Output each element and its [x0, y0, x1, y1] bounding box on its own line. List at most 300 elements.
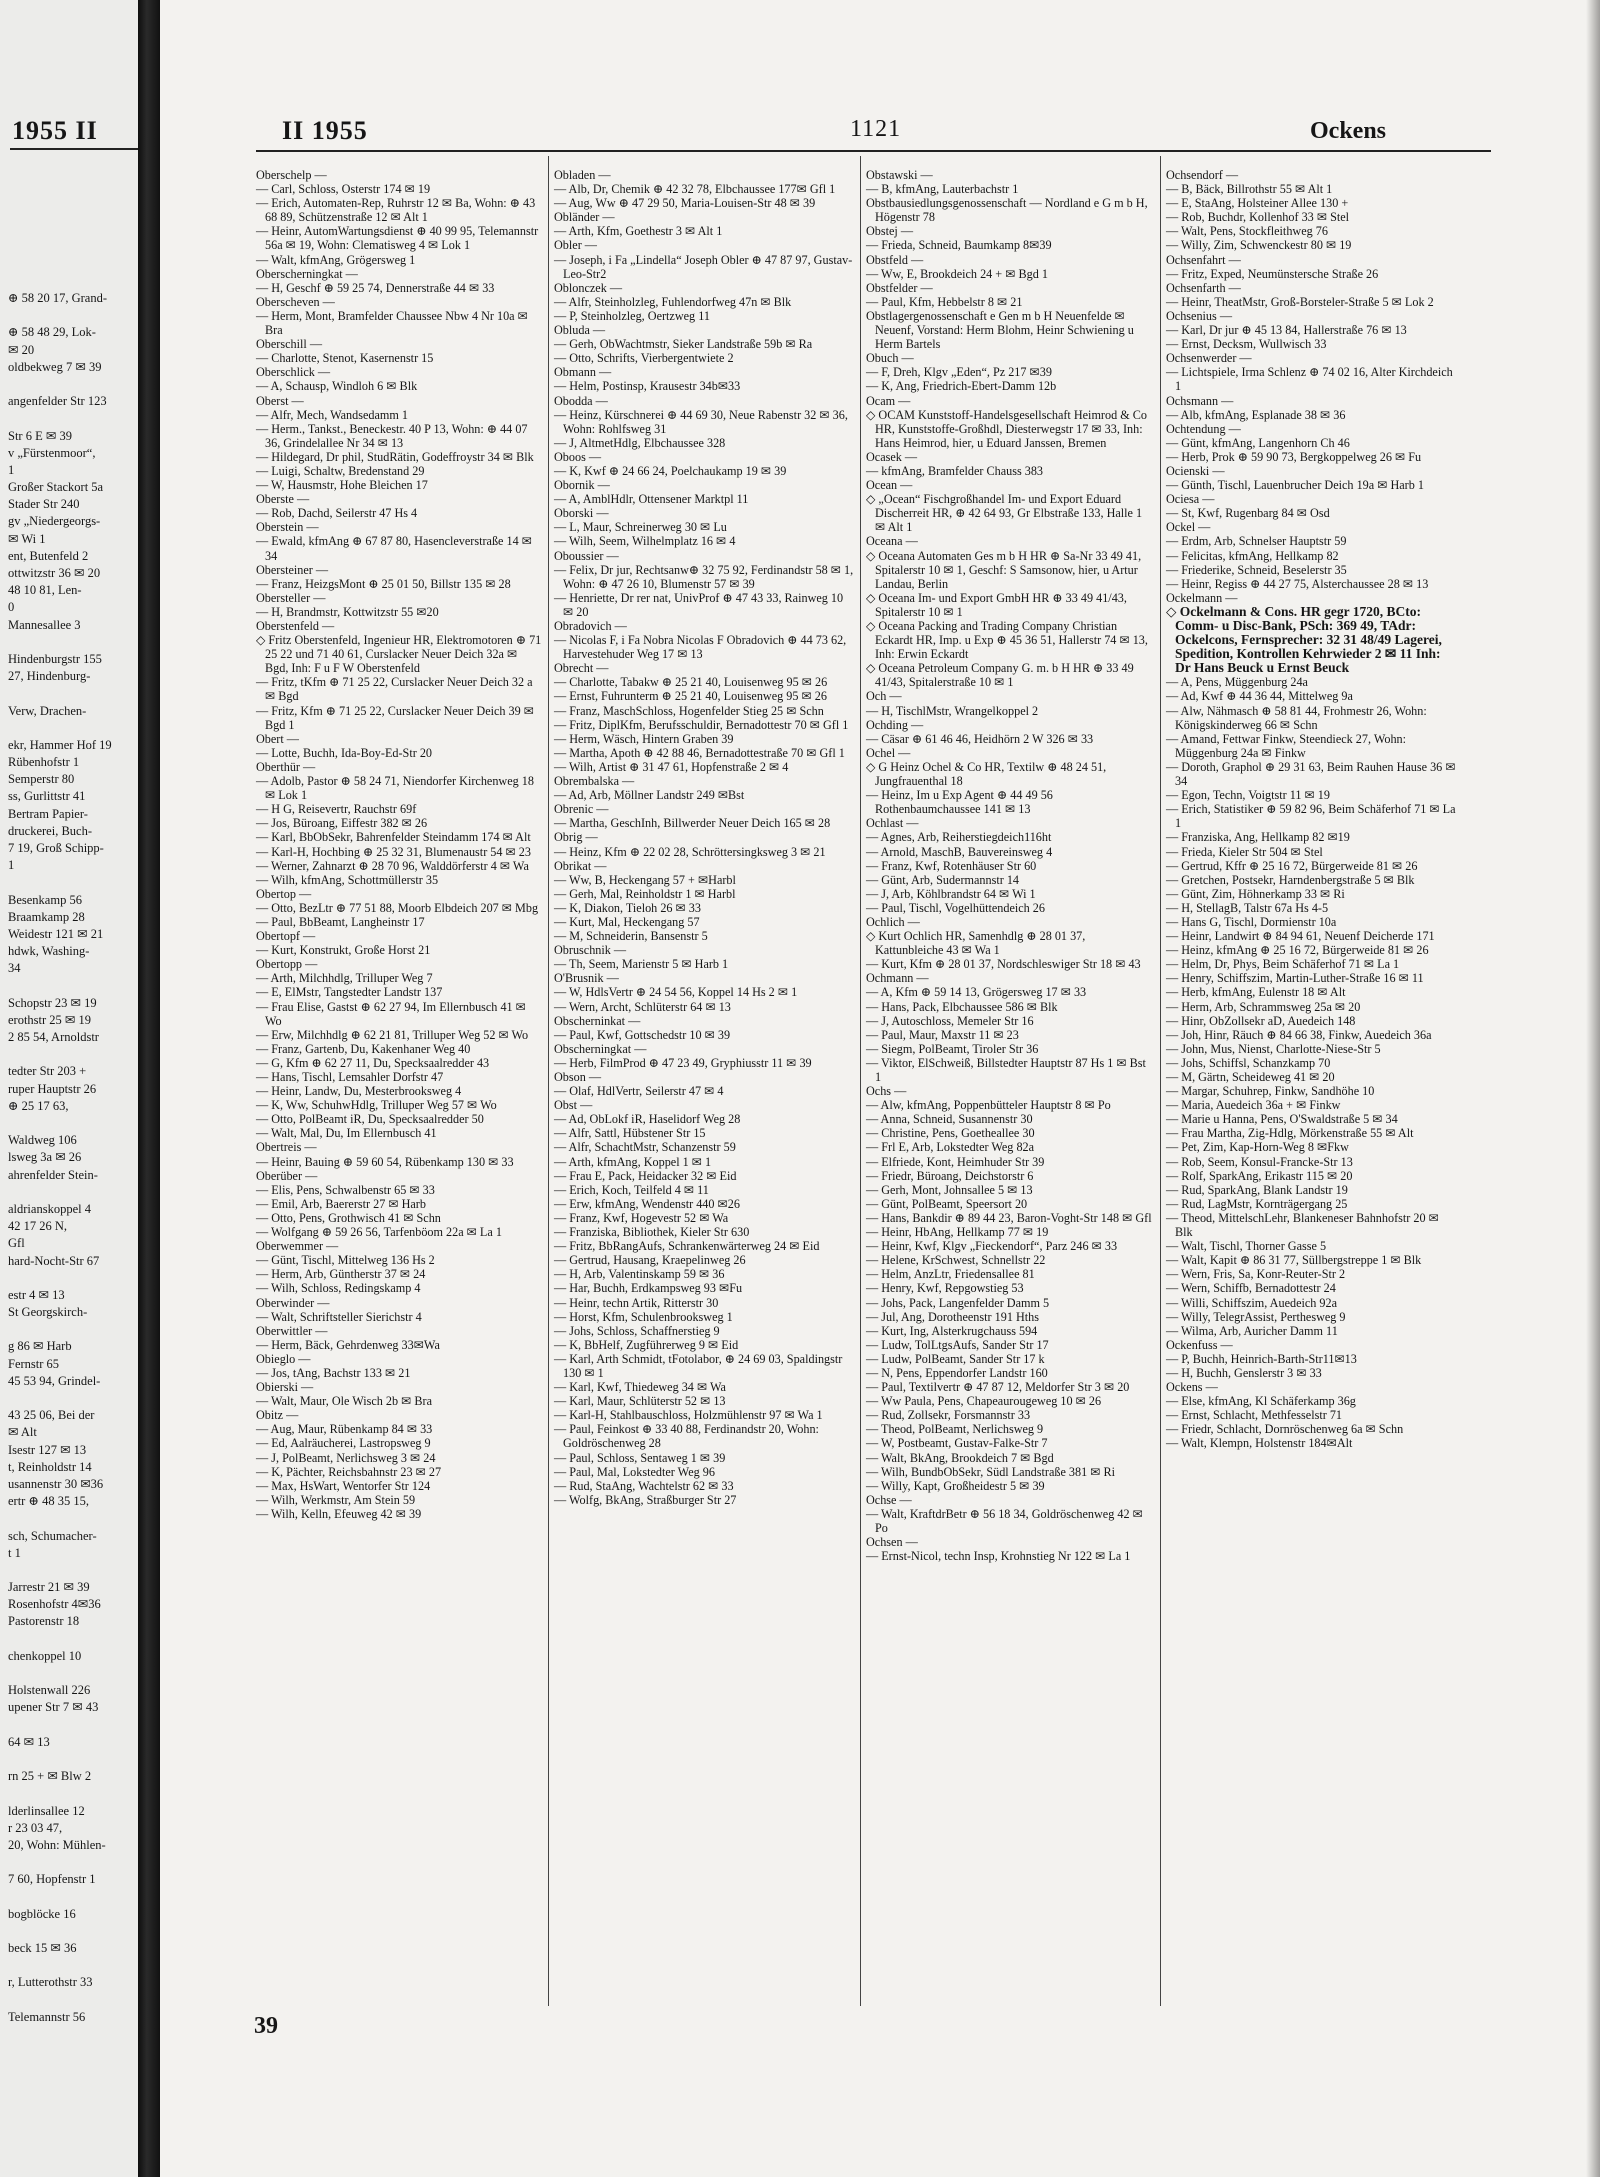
directory-entry: Obluda —: [554, 323, 606, 338]
directory-entry: — Herm., Tankst., Beneckestr. 40 P 13, Wohn: ⊕ 44 07 36, Grindelallee Nr 34 ✉ 13: [256, 421, 528, 450]
directory-entry: — Wilma, Arb, Auricher Damm 11: [1166, 1323, 1338, 1338]
directory-entry: — K, BbHelf, Zugführerweg 9 ✉ Eid: [554, 1337, 739, 1352]
directory-entry: — Paul, Kfm, Hebbelstr 8 ✉ 21: [866, 294, 1023, 309]
left-page-line: [8, 1321, 138, 1338]
left-page-line: r, Lutterothstr 33: [8, 1975, 93, 1990]
left-page-text: [8, 290, 138, 2026]
directory-entry: — Willy, Zim, Schwenckestr 80 ✉ 19: [1166, 238, 1352, 253]
directory-entry: ◇ G Heinz Ochel & Co HR, Textilw ⊕ 48 24 51, Jungfrauenthal 18: [866, 759, 1107, 789]
directory-entry: — Wilh, kfmAng, Schottmüllerstr 35: [256, 872, 439, 887]
directory-entry: — Henry, Schiffszim, Martin-Luther-Straße 16 ✉ 11: [1166, 971, 1424, 986]
directory-entry: Obstbausiedlungsgenossenschaft — Nordland e G m b H, Högenstr 78: [866, 196, 1148, 225]
left-page-line: r 23 03 47,: [8, 1820, 63, 1835]
header-rule: [256, 150, 1491, 152]
directory-entry: Obmann —: [554, 365, 612, 380]
left-page-line: rn 25 + ✉ Blw 2: [8, 1769, 92, 1784]
left-page-line: [8, 410, 138, 427]
directory-entry: — Alfr, Sattl, Hübstener Str 15: [554, 1126, 706, 1141]
left-page-line: 64 ✉ 13: [8, 1734, 50, 1749]
left-page-line: ertr ⊕ 48 35 15,: [8, 1494, 89, 1509]
directory-entry: — Herb, FilmProd ⊕ 47 23 49, Gryphiusstr 11 ✉ 39: [554, 1055, 812, 1070]
directory-entry: Obersteller —: [256, 590, 326, 605]
left-page-line: Telemannstr 56: [8, 2009, 86, 2024]
directory-entry: — Gretchen, Postsekr, Harndenbergstraße 5 ✉ Blk: [1166, 872, 1415, 887]
left-page-line: [8, 685, 138, 702]
directory-entry: Ociesa —: [1166, 492, 1215, 507]
directory-entry: — Paul, Kwf, Gottschedstr 10 ✉ 39: [554, 1027, 731, 1042]
column-rule: [860, 156, 861, 2006]
directory-entry: — Rob, Buchdr, Kollenhof 33 ✉ Stel: [1166, 210, 1350, 225]
directory-entry: — Wilh, Kelln, Efeuweg 42 ✉ 39: [256, 1506, 422, 1521]
directory-entry: Obladen —: [554, 168, 611, 182]
directory-entry: — Aug, Maur, Rübenkamp 84 ✉ 33: [256, 1422, 433, 1437]
left-page-line: ✉ Alt: [8, 1425, 37, 1440]
directory-entry: — Arth, kfmAng, Koppel 1 ✉ 1: [554, 1154, 712, 1169]
directory-entry: — Wolfgang ⊕ 59 26 56, Tarfenböom 22a ✉ La 1: [256, 1225, 502, 1240]
left-page-line: 42 17 26 N,: [8, 1219, 68, 1234]
directory-entry: — Karl-H, Stahlbauschloss, Holzmühlenstr 97 ✉ Wa 1: [554, 1408, 823, 1423]
directory-entry: — Frl E, Arb, Lokstedter Weg 82a: [866, 1140, 1035, 1155]
directory-entry: — Fritz, Kfm ⊕ 71 25 22, Curslacker Neuer Deich 39 ✉ Bgd 1: [256, 703, 534, 732]
directory-entry: — Arth, Kfm, Goethestr 3 ✉ Alt 1: [554, 224, 723, 239]
directory-entry: — Hans, Bankdir ⊕ 89 44 23, Baron-Voght-Str 148 ✉ Gfl: [866, 1210, 1152, 1225]
directory-entry: — Helene, KrSchwest, Schnellstr 22: [866, 1253, 1046, 1268]
directory-entry: — Ww Paula, Pens, Chapeaurougeweg 10 ✉ 26: [866, 1394, 1102, 1409]
directory-entry: — Th, Seem, Marienstr 5 ✉ Harb 1: [554, 957, 729, 972]
directory-entry: Ochmann —: [866, 971, 929, 986]
directory-entry: — Herm, Wäsch, Hintern Graben 39: [554, 731, 734, 746]
left-page-line: ekr, Hammer Hof 19: [8, 737, 112, 752]
directory-entry: — Ww, B, Heckengang 57 + ✉Harbl: [554, 872, 736, 887]
directory-entry: — Joh, Hinr, Räuch ⊕ 84 66 38, Finkw, Auedeich 36a: [1166, 1027, 1432, 1042]
directory-entry: — Doroth, Graphol ⊕ 29 31 63, Beim Rauhen Hause 36 ✉ 34: [1166, 759, 1456, 789]
directory-entry: — K, Pächter, Reichsbahnstr 23 ✉ 27: [256, 1464, 442, 1479]
left-page-line: 7 19, Groß Schipp-: [8, 841, 104, 855]
directory-entry: Oblonczek —: [554, 280, 623, 295]
left-page-line: ⊕ 25 17 63,: [8, 1098, 69, 1113]
directory-entry: — Frieda, Schneid, Baumkamp 8✉39: [866, 238, 1052, 253]
left-page-line: g 86 ✉ Harb: [8, 1339, 72, 1354]
directory-entry: — Herm, Mont, Bramfelder Chaussee Nbw 4 Nr 10a ✉ Bra: [256, 308, 528, 338]
directory-entry: Oberthür —: [256, 759, 316, 774]
directory-entry: — Paul, Mal, Lokstedter Weg 96: [554, 1464, 715, 1479]
left-page-line: [8, 1957, 138, 1974]
directory-entry: ◇ Oceana Im- und Export GmbH HR ⊕ 33 49 41/43, Spitalerstr 10 ✉ 1: [866, 590, 1127, 619]
directory-entry: — Heinr, techn Artik, Ritterstr 30: [554, 1295, 719, 1310]
directory-entry: — Paul, Schloss, Sentaweg 1 ✉ 39: [554, 1450, 726, 1465]
directory-entry: — Franz, HeizgsMont ⊕ 25 01 50, Billstr 135 ✉ 28: [256, 576, 511, 591]
directory-entry: — Wern, Archt, Schlüterstr 64 ✉ 13: [554, 999, 731, 1014]
directory-entry: — M, Gärtn, Scheideweg 41 ✉ 20: [1166, 1070, 1335, 1084]
directory-entry: — W, Hausmstr, Hohe Bleichen 17: [256, 478, 428, 493]
directory-entry: — Friedr, Schlacht, Dornröschenweg 6a ✉ Schn: [1166, 1422, 1404, 1437]
directory-entry: Oceana —: [866, 534, 918, 549]
left-page-line: [8, 1562, 138, 1579]
directory-entry: — W, Postbeamt, Gustav-Falke-Str 7: [866, 1436, 1048, 1451]
left-page-line: Holstenwall 226: [8, 1683, 91, 1698]
left-page-line: Bertram Papier-: [8, 806, 88, 821]
directory-entry: — Willy, Kapt, Großheidestr 5 ✉ 39: [866, 1478, 1045, 1493]
directory-entry: Oberscherningkat —: [256, 266, 358, 281]
left-page-line: [8, 634, 138, 651]
directory-entry: — Henriette, Dr rer nat, UnivProf ⊕ 47 43 33, Rainweg 10 ✉ 20: [554, 590, 844, 619]
directory-entry: — H, Brandmstr, Kottwitzstr 55 ✉20: [256, 604, 439, 619]
directory-entry: — Alb, Dr, Chemik ⊕ 42 32 78, Elbchaussee 177✉ Gfl 1: [554, 182, 836, 197]
directory-entry: — F, Dreh, Klgv „Eden“, Pz 217 ✉39: [866, 365, 1052, 380]
directory-entry: Ochsendorf —: [1166, 168, 1239, 182]
directory-entry: Obodda —: [554, 393, 608, 408]
left-page-line: Jarrestr 21 ✉ 39: [8, 1580, 90, 1595]
directory-entry: — Anna, Schneid, Susannenstr 30: [866, 1112, 1033, 1127]
page-number: 1121: [850, 116, 902, 142]
directory-entry: — Lichtspiele, Irma Schlenz ⊕ 74 02 16, Alter Kirchdeich 1: [1166, 365, 1453, 394]
left-page-line: Stader Str 240: [8, 497, 80, 512]
directory-entry: — Fritz, BbRangAufs, Schrankenwärterweg 24 ✉ Eid: [554, 1239, 820, 1254]
directory-entry: — Kurt, Mal, Heckengang 57: [554, 914, 700, 929]
left-page-line: aldrianskoppel 4: [8, 1201, 91, 1216]
directory-entry: Obertopf —: [256, 929, 316, 944]
left-page-line: Hindenburgstr 155: [8, 651, 102, 666]
directory-entry: — Walt, Pens, Stockfleithweg 76: [1166, 224, 1328, 239]
directory-entry: — Hans G, Tischl, Dormienstr 10a: [1166, 914, 1337, 929]
directory-entry: Obrenic —: [554, 802, 609, 817]
directory-entry: — Frau Elise, Gastst ⊕ 62 27 94, Im Ellernbusch 41 ✉ Wo: [256, 999, 526, 1028]
directory-entry: — K, Diakon, Tieloh 26 ✉ 33: [554, 900, 701, 915]
directory-entry: — Franziska, Ang, Hellkamp 82 ✉19: [1166, 830, 1350, 845]
left-page-line: [8, 1270, 138, 1287]
directory-entry: Obrig —: [554, 830, 598, 845]
left-page-line: [8, 874, 138, 891]
directory-entry: — Alb, kfmAng, Esplanade 38 ✉ 36: [1166, 407, 1346, 422]
directory-entry: — Paul, Feinkost ⊕ 33 40 88, Ferdinandstr 20, Wohn: Goldröschenweg 28: [554, 1422, 819, 1451]
directory-entry: — Friederike, Schneid, Beselerstr 35: [1166, 562, 1347, 577]
page-header-year: II 1955: [282, 116, 368, 145]
left-page-line: ruper Hauptstr 26: [8, 1081, 97, 1096]
directory-entry: Oberüber —: [256, 1168, 318, 1183]
left-page-line: erothstr 25 ✉ 19: [8, 1012, 92, 1027]
directory-entry: — Wern, Schiffb, Bernadottestr 24: [1166, 1281, 1336, 1296]
left-page-line: Fernstr 65: [8, 1356, 60, 1371]
directory-entry: — Martha, GeschInh, Billwerder Neuer Deich 165 ✉ 28: [554, 816, 831, 831]
left-page-line: 0: [8, 600, 15, 615]
directory-entry: — Karl, Dr jur ⊕ 45 13 84, Hallerstraße 76 ✉ 13: [1166, 323, 1407, 338]
directory-entry: — Else, kfmAng, Kl Schäferkamp 36g: [1166, 1394, 1356, 1409]
directory-entry: — A, Schausp, Windloh 6 ✉ Blk: [256, 379, 418, 394]
directory-entry: — Har, Buchh, Erdkampsweg 93 ✉Fu: [554, 1281, 743, 1296]
directory-entry: Obierski —: [256, 1380, 314, 1395]
directory-entry: — Hinr, ObZollsekr aD, Auedeich 148: [1166, 1013, 1356, 1028]
directory-entry: — Walt, Mal, Du, Im Ellernbusch 41: [256, 1126, 437, 1141]
directory-entry: — Egon, Techn, Voigtstr 11 ✉ 19: [1166, 788, 1330, 803]
directory-entry: — Erich, Koch, Teilfeld 4 ✉ 11: [554, 1182, 709, 1197]
directory-entry: Obieglo —: [256, 1351, 311, 1366]
directory-entry: — Willi, Schiffszim, Auedeich 92a: [1166, 1295, 1338, 1310]
directory-entry: — Aug, Ww ⊕ 47 29 50, Maria-Louisen-Str 48 ✉ 39: [554, 196, 816, 211]
directory-entry: — J, Arb, Köhlbrandstr 64 ✉ Wi 1: [866, 886, 1036, 901]
left-page-line: bogblöcke 16: [8, 1906, 76, 1921]
directory-entry: Oberwinder —: [256, 1295, 330, 1310]
directory-entry: — E, ElMstr, Tangstedter Landstr 137: [256, 985, 443, 1000]
left-page-line: chenkoppel 10: [8, 1648, 82, 1663]
directory-entry: Oberstein —: [256, 520, 319, 535]
directory-entry: Obruschnik —: [554, 943, 627, 958]
directory-entry: — Franz, Gartenb, Du, Kakenhaner Weg 40: [256, 1041, 471, 1056]
directory-entry: — Rob, Dachd, Seilerstr 47 Hs 4: [256, 506, 418, 521]
directory-entry: — Walt, Kapit ⊕ 86 31 77, Süllbergstreppe 1 ✉ Blk: [1166, 1253, 1422, 1268]
directory-entry: — Helm, Dr, Phys, Beim Schäferhof 71 ✉ La 1: [1166, 957, 1400, 972]
directory-entry: Oboussier —: [554, 548, 619, 563]
directory-entry: — Paul, Tischl, Vogelhüttendeich 26: [866, 900, 1045, 915]
directory-entry: — Arnold, MaschB, Bauvereinsweg 4: [866, 844, 1053, 859]
left-page-line: ss, Gurlittstr 41: [8, 789, 86, 804]
left-page-line: ✉ Wi 1: [8, 531, 46, 546]
directory-entry: — Johs, Pack, Langenfelder Damm 5: [866, 1295, 1050, 1310]
directory-entry: — Wilh, Schloss, Redingskamp 4: [256, 1281, 421, 1296]
directory-entry: — H, Geschf ⊕ 59 25 74, Dennerstraße 44 ✉ 33: [256, 280, 495, 295]
directory-entry: Ocean —: [866, 478, 913, 493]
directory-entry: Obstawski —: [866, 168, 933, 182]
directory-entry: O'Brusnik —: [554, 971, 619, 986]
directory-entry: Ochsenius —: [1166, 308, 1233, 323]
directory-entry: — Theod, PolBeamt, Nerlichsweg 9: [866, 1422, 1044, 1437]
directory-entry: — G, Kfm ⊕ 62 27 11, Du, Specksaalredder 43: [256, 1055, 490, 1070]
left-page-line: 48 10 81, Len-: [8, 583, 82, 598]
left-page-line: upener Str 7 ✉ 43: [8, 1700, 99, 1715]
directory-entry: Obertop —: [256, 886, 312, 901]
directory-entry: Ocienski —: [1166, 463, 1225, 478]
directory-entry: Och —: [866, 689, 902, 704]
left-page-line: [8, 1854, 138, 1871]
left-page-line: [8, 978, 138, 995]
directory-entry: Ochsen —: [866, 1535, 918, 1550]
directory-entry: — Amand, Fettwar Finkw, Steendieck 27, Wohn: Müggenburg 24a ✉ Finkw: [1166, 731, 1407, 760]
directory-entry: — Adolb, Pastor ⊕ 58 24 71, Niendorfer Kirchenweg 18 ✉ Lok 1: [256, 774, 534, 803]
left-page-line: Mannesallee 3: [8, 617, 81, 632]
directory-entry: — Alfr, Mech, Wandsedamm 1: [256, 407, 408, 422]
directory-entry: — Wilh, Seem, Wilhelmplatz 16 ✉ 4: [554, 534, 736, 549]
directory-entry: — Otto, Schrifts, Vierbergentwiete 2: [554, 351, 734, 366]
directory-entry: — Erw, kfmAng, Wendenstr 440 ✉26: [554, 1196, 740, 1211]
directory-entry: — Arth, Milchhdlg, Trilluper Weg 7: [256, 971, 433, 986]
column-rule: [548, 156, 549, 2006]
left-page-line: druckerei, Buch-: [8, 823, 92, 838]
directory-entry: — Hans, Tischl, Lemsahler Dorfstr 47: [256, 1070, 444, 1084]
directory-entry: — Karl, Arth Schmidt, tFotolabor, ⊕ 24 69 03, Spaldingstr 130 ✉ 1: [554, 1351, 843, 1380]
left-page-line: Pastorenstr 18: [8, 1614, 80, 1629]
directory-entry: — Ernst-Nicol, techn Insp, Krohnstieg Nr 122 ✉ La 1: [866, 1549, 1131, 1564]
directory-entry: — J, AltmetHdlg, Elbchaussee 328: [554, 435, 726, 450]
directory-entry: — Heinr, Bauing ⊕ 59 60 54, Rübenkamp 130 ✉ 33: [256, 1154, 514, 1169]
left-page-line: t 1: [8, 1545, 21, 1560]
directory-entry: — Heinr, HbAng, Hellkamp 77 ✉ 19: [866, 1225, 1049, 1240]
directory-entry: — Kurt, Kfm ⊕ 28 01 37, Nordschleswiger Str 18 ✉ 43: [866, 957, 1141, 972]
directory-entry: Oboos —: [554, 449, 602, 464]
directory-entry: — Fritz, DiplKfm, Berufsschuldir, Bernadottestr 70 ✉ Gfl 1: [554, 717, 849, 732]
directory-entry: ◇ OCAM Kunststoff-Handelsgesellschaft Heimrod & Co HR, Kunststoffe-Großhdl, Diesterwegstr 17 ✉ 33, Inh: Hans Heimrod, hier, u Eduard Janssen, Bremen: [866, 407, 1147, 450]
directory-entry: — Agnes, Arb, Reiherstiegdeich116ht: [866, 830, 1052, 845]
directory-entry: — Marie u Hanna, Pens, O'Swaldstraße 5 ✉ 34: [1166, 1112, 1398, 1127]
directory-entry: Obst —: [554, 1098, 593, 1113]
left-page-line: ottwitzstr 36 ✉ 20: [8, 566, 101, 580]
left-page-line: 1: [8, 462, 15, 477]
directory-entry: — Rud, StaAng, Wachtelstr 62 ✉ 33: [554, 1478, 734, 1493]
directory-entry: — Erdm, Arb, Schnelser Hauptstr 59: [1166, 534, 1347, 549]
directory-entry: — K, Ang, Friedrich-Ebert-Damm 12b: [866, 379, 1057, 394]
directory-entry: — Johs, Schloss, Schaffnerstieg 9: [554, 1323, 720, 1338]
directory-entry: Obertreis —: [256, 1140, 317, 1155]
directory-entry: — Max, HsWart, Wentorfer Str 124: [256, 1478, 431, 1493]
directory-entry: Oberste —: [256, 492, 310, 507]
directory-entry: ◇ Fritz Oberstenfeld, Ingenieur HR, Elektromotoren ⊕ 71 25 22 und 71 40 61, Curslacker Neuer Deich 32a ✉ Bgd, Inh: F u F W Oberstenfeld: [256, 633, 542, 676]
directory-entry: Obscherninkat —: [554, 1013, 641, 1028]
directory-entry: — Horst, Kfm, Schulenbrooksweg 1: [554, 1309, 733, 1324]
directory-entry: — Herm, Arb, Güntherstr 37 ✉ 24: [256, 1267, 426, 1282]
directory-entry: — Nicolas F, i Fa Nobra Nicolas F Obradovich ⊕ 44 73 62, Harvestehuder Weg 17 ✉ 13: [554, 633, 847, 662]
left-page-line: ✉ 20: [8, 342, 35, 357]
left-page-line: tedter Str 203 +: [8, 1064, 87, 1079]
directory-entry: Ocasek —: [866, 449, 918, 464]
left-page-line: [8, 1665, 138, 1682]
directory-entry: Oberschlick —: [256, 365, 331, 380]
directory-entry: — L, Maur, Schreinerweg 30 ✉ Lu: [554, 520, 727, 535]
directory-entry: — John, Mus, Nienst, Charlotte-Niese-Str 5: [1166, 1041, 1381, 1056]
left-page-line: [8, 1992, 138, 2009]
left-page-line: ⊕ 58 20 17, Grand-: [8, 291, 107, 305]
left-page-line: 43 25 06, Bei der: [8, 1408, 95, 1423]
directory-entry: Obscherningkat —: [554, 1041, 647, 1056]
left-page-line: Waldweg 106: [8, 1133, 77, 1148]
left-page-line: 20, Wohn: Mühlen-: [8, 1837, 106, 1852]
directory-entry: Obradovich —: [554, 619, 627, 633]
directory-entry: — Charlotte, Tabakw ⊕ 25 21 40, Louisenweg 95 ✉ 26: [554, 675, 828, 690]
left-page-line: ent, Butenfeld 2: [8, 548, 89, 563]
directory-entry: — Günt, kfmAng, Langenhorn Ch 46: [1166, 435, 1350, 450]
directory-entry: — Ernst, Decksm, Wullwisch 33: [1166, 337, 1327, 352]
directory-entry: — Franz, MaschSchloss, Hogenfelder Stieg 25 ✉ Schn: [554, 703, 824, 718]
left-page-line: lderlinsallee 12: [8, 1803, 85, 1818]
directory-entry: — M, Schneiderin, Bansenstr 5: [554, 929, 708, 944]
directory-entry: — Margar, Schuhrep, Finkw, Sandhöhe 10: [1166, 1084, 1375, 1099]
directory-entry: — Willy, TelegrAssist, Perthesweg 9: [1166, 1309, 1346, 1324]
directory-entry: — Rud, SparkAng, Blank Landstr 19: [1166, 1182, 1348, 1197]
directory-entry: Obersteiner —: [256, 562, 329, 577]
directory-column-4: [1166, 168, 1458, 1451]
directory-entry: — Gerh, Mont, Johnsallee 5 ✉ 13: [866, 1182, 1033, 1197]
directory-entry: — Walt, kfmAng, Grögersweg 1: [256, 252, 416, 267]
directory-entry: — Walt, KraftdrBetr ⊕ 56 18 34, Goldröschenweg 42 ✉ Po: [866, 1506, 1143, 1535]
directory-entry: — Paul, BbBeamt, Langheinstr 17: [256, 914, 425, 929]
directory-entry: — Ed, Aalräucherei, Lastropsweg 9: [256, 1436, 431, 1451]
directory-entry: — Maria, Auedeich 36a + ✉ Finkw: [1166, 1098, 1341, 1113]
directory-entry: — Frau Martha, Zig-Hdlg, Mörkenstraße 55 ✉ Alt: [1166, 1126, 1414, 1141]
directory-entry: Ockel —: [1166, 520, 1211, 535]
directory-entry: — A, AmblHdlr, Ottensener Marktpl 11: [554, 492, 749, 507]
directory-entry: — Lotte, Buchh, Ida-Boy-Ed-Str 20: [256, 745, 433, 760]
directory-entry: — Walt, Tischl, Thorner Gasse 5: [1166, 1239, 1327, 1254]
directory-entry: — Günth, Tischl, Lauenbrucher Deich 19a ✉ Harb 1: [1166, 478, 1424, 493]
column-rule: [1160, 156, 1161, 2006]
directory-entry: — Heinr, TheatMstr, Groß-Borsteler-Straße 5 ✉ Lok 2: [1166, 294, 1434, 309]
directory-column-2: [554, 168, 854, 1507]
directory-entry: — B, Bäck, Billrothstr 55 ✉ Alt 1: [1166, 182, 1333, 197]
directory-entry: — W, HdlsVertr ⊕ 24 54 56, Koppel 14 Hs 2 ✉ 1: [554, 985, 798, 1000]
left-page-line: 45 53 94, Grindel-: [8, 1373, 101, 1388]
directory-entry: Obuch —: [866, 351, 914, 366]
left-page-line: Semperstr 80: [8, 772, 75, 787]
directory-entry: — Kurt, Konstrukt, Große Horst 21: [256, 943, 431, 958]
directory-entry: ◇ Ockelmann & Cons. HR gegr 1720, BCto: Comm- u Disc-Bank, PSch: 369 49, TAdr: Ockelcons, Fernsprecher: 32 31 48/49 Lagerei, Spedition, Kontrollen Kehrwieder 2 ✉ 11 Inh: Dr Hans Beuck u Ernst Beuck: [1166, 603, 1442, 676]
left-page-header: 1955 II: [12, 116, 98, 145]
left-page-line: [8, 1510, 138, 1527]
directory-entry: Obler —: [554, 238, 597, 253]
directory-entry: — Helm, Postinsp, Krausestr 34b✉33: [554, 379, 741, 394]
left-page-line: estr 4 ✉ 13: [8, 1287, 65, 1302]
directory-entry: — Alfr, SchachtMstr, Schanzenstr 59: [554, 1140, 736, 1155]
directory-entry: — Charlotte, Stenot, Kasernenstr 15: [256, 351, 434, 366]
directory-entry: Ockelmann —: [1166, 590, 1238, 605]
left-page-line: Rosenhofstr 4✉36: [8, 1597, 101, 1612]
directory-entry: — Herm, Arb, Schrammsweg 25a ✉ 20: [1166, 999, 1361, 1014]
left-page-line: hdwk, Washing-: [8, 944, 90, 959]
left-page-line: [8, 1888, 138, 1905]
left-page-line: ⊕ 58 48 29, Lok-: [8, 325, 96, 340]
directory-entry: — Ewald, kfmAng ⊕ 67 87 80, Hasencleverstraße 14 ✉ 34: [256, 534, 532, 563]
left-page-fragment: [0, 0, 138, 2177]
directory-entry: Oberwittler —: [256, 1323, 328, 1338]
directory-entry: — Franziska, Bibliothek, Kieler Str 630: [554, 1225, 750, 1240]
directory-entry: Ochtendung —: [1166, 421, 1241, 436]
directory-entry: Oborski —: [554, 506, 609, 521]
directory-entry: — Günt, PolBeamt, Speersort 20: [866, 1196, 1028, 1211]
directory-entry: Oberscheven —: [256, 294, 335, 309]
directory-entry: — Heinr, Landw, Du, Mesterbrooksweg 4: [256, 1084, 462, 1099]
directory-entry: — Pet, Zim, Kap-Horn-Weg 8 ✉Fkw: [1166, 1140, 1349, 1155]
left-page-line: 7 60, Hopfenstr 1: [8, 1872, 96, 1887]
directory-entry: — Siegm, PolBeamt, Tiroler Str 36: [866, 1041, 1039, 1056]
directory-entry: — Alfr, Steinholzleg, Fuhlendorfweg 47n ✉ Blk: [554, 294, 792, 309]
directory-entry: — Herb, Prok ⊕ 59 90 73, Bergkoppelweg 26 ✉ Fu: [1166, 449, 1422, 464]
directory-entry: Ockens —: [1166, 1380, 1218, 1395]
directory-entry: Obstej —: [866, 224, 914, 239]
directory-entry: — Erw, Milchhdlg ⊕ 62 21 81, Trilluper Weg 52 ✉ Wo: [256, 1027, 529, 1042]
directory-entry: — Franz, Kwf, Hogevestr 52 ✉ Wa: [554, 1210, 729, 1225]
directory-entry: — Wilh, Artist ⊕ 31 47 61, Hopfenstraße 2 ✉ 4: [554, 759, 789, 774]
left-page-line: oldbekweg 7 ✉ 39: [8, 359, 102, 374]
directory-entry: ◇ Oceana Packing and Trading Company Christian Eckardt HR, Imp. u Exp ⊕ 45 36 51, Hallerstr 74 ✉ 13, Inh: Erwin Eckardt: [866, 619, 1148, 662]
directory-entry: — Joseph, i Fa „Lindella“ Joseph Obler ⊕ 47 87 97, Gustav-Leo-Str2: [554, 252, 853, 281]
directory-entry: Ochsenfarth —: [1166, 280, 1241, 295]
directory-entry: — Hans, Pack, Elbchaussee 586 ✉ Blk: [866, 999, 1058, 1014]
running-head: Ockens: [1310, 118, 1387, 144]
directory-entry: Ockenfuss —: [1166, 1337, 1233, 1352]
directory-entry: Ochel —: [866, 745, 911, 760]
directory-entry: — Herm, Bäck, Gehrdenweg 33✉Wa: [256, 1337, 440, 1352]
directory-entry: — Günt, Zim, Höhnerkamp 33 ✉ Ri: [1166, 886, 1345, 901]
directory-entry: — Helm, AnzLtr, Friedensallee 81: [866, 1267, 1035, 1282]
directory-entry: — Johs, Schiffsl, Schanzkamp 70: [1166, 1055, 1331, 1070]
directory-entry: — Ad, ObLokf iR, Haselidorf Weg 28: [554, 1112, 741, 1127]
directory-entry: — Otto, Pens, Grothwisch 41 ✉ Schn: [256, 1210, 441, 1225]
signature-folio: 39: [254, 2013, 278, 2039]
directory-entry: — Karl, Maur, Schlüterstr 52 ✉ 13: [554, 1394, 726, 1409]
directory-entry: Ochse —: [866, 1492, 912, 1507]
directory-entry: — A, Pens, Müggenburg 24a: [1166, 675, 1308, 690]
left-page-line: 1: [8, 858, 15, 873]
directory-entry: — K, Kwf ⊕ 24 66 24, Poelchaukamp 19 ✉ 39: [554, 463, 787, 478]
directory-entry: Oberst —: [256, 393, 304, 408]
directory-column-3: [866, 168, 1154, 1563]
directory-entry: — Heinr, Kwf, Klgv „Fieckendorf“, Parz 246 ✉ 33: [866, 1239, 1118, 1254]
